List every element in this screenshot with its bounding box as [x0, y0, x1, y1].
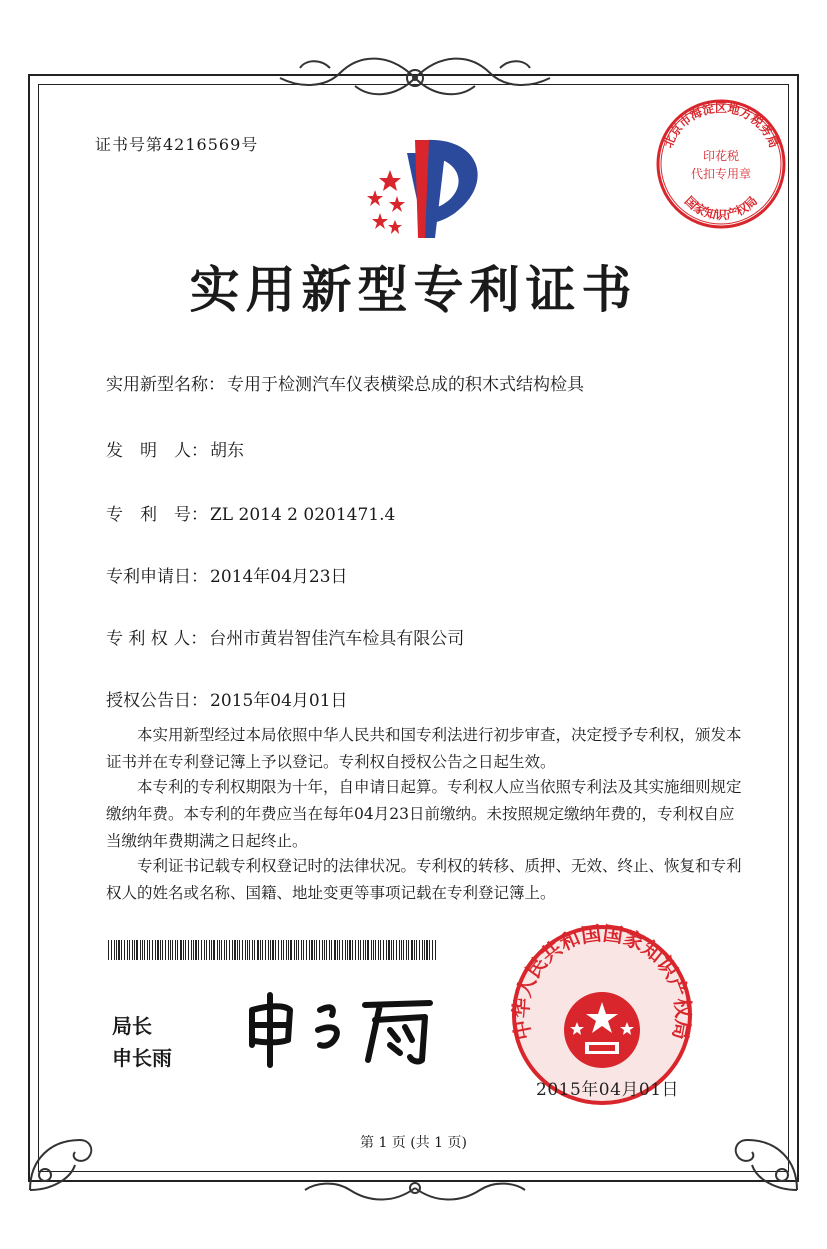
field-patentee: [106, 624, 464, 649]
certificate-number: 证书号第4216569号: [95, 135, 259, 154]
director-role: 局长: [112, 1014, 152, 1038]
tax-stamp: [654, 97, 788, 231]
field-value: 专用于检测汽车仪表横梁总成的积木式结构检具: [227, 375, 584, 395]
director-name: 申长雨: [112, 1046, 172, 1070]
barcode-icon: [108, 940, 438, 960]
field-value: 胡东: [210, 441, 244, 461]
field-value: 2015年04月01日: [210, 691, 348, 711]
body-paragraph: 本专利的专利权期限为十年，自申请日起算。专利权人应当依照专利法及其实施细则规定缴纳年费。本专利的年费应当在每年04月23日前缴纳。未按照规定缴纳年费的，专利权自应当缴纳年费期满之日起终止。: [106, 778, 742, 850]
field-label: 专 利 号：: [106, 505, 208, 525]
field-label: 专 利 权 人：: [106, 629, 208, 649]
director-signature: [240, 985, 450, 1075]
body-paragraph: 专利证书记载专利权登记时的法律状况。专利权的转移、质押、无效、终止、恢复和专利权人的姓名或名称、国籍、地址变更等事项记载在专利登记簿上。: [106, 857, 742, 902]
field-value: 2014年04月23日: [210, 567, 348, 587]
tax-stamp-center-line2: 代扣专用章: [690, 167, 752, 181]
seal-date: 2015年04月01日: [536, 1080, 680, 1100]
tax-stamp-center-line1: 印花税: [702, 149, 740, 163]
tax-stamp-bottom-text: 国家知识产权局: [681, 193, 761, 222]
field-label: 专利申请日：: [106, 567, 208, 587]
svg-text:北京市海淀区地方税务局: [661, 100, 781, 150]
page-number: 第 1 页 (共 1 页): [360, 1135, 467, 1151]
field-grant-date: [106, 686, 348, 711]
field-inventor: [106, 436, 244, 461]
field-label: 发 明 人：: [106, 441, 208, 461]
national-emblem-icon: [564, 992, 640, 1068]
top-ornament-icon: [270, 48, 560, 108]
official-seal-ring-text: 中华人民共和国国家知识产权局: [508, 921, 696, 1042]
field-value: ZL 2014 2 0201471.4: [210, 505, 396, 525]
field-patent-number: [106, 500, 395, 525]
certificate-title: 实用新型专利证书: [189, 261, 638, 319]
field-value: 台州市黄岩智佳汽车检具有限公司: [209, 629, 465, 649]
field-utility-model-name: [106, 370, 584, 395]
corner-ornament-icon: [20, 1110, 110, 1200]
field-application-date: [106, 562, 348, 587]
corner-ornament-icon: [717, 1110, 807, 1200]
body-paragraph: 本实用新型经过本局依照中华人民共和国专利法进行初步审查，决定授予专利权，颁发本证书并在专利登记簿上予以登记。专利权自授权公告之日起生效。: [106, 726, 742, 771]
bottom-ornament-icon: [300, 1168, 530, 1208]
tax-stamp-ring-text: 北京市海淀区地方税务局: [660, 101, 782, 150]
sipo-logo-icon: [355, 128, 495, 243]
field-label: 授权公告日：: [106, 691, 208, 711]
field-label: 实用新型名称：: [106, 375, 225, 395]
